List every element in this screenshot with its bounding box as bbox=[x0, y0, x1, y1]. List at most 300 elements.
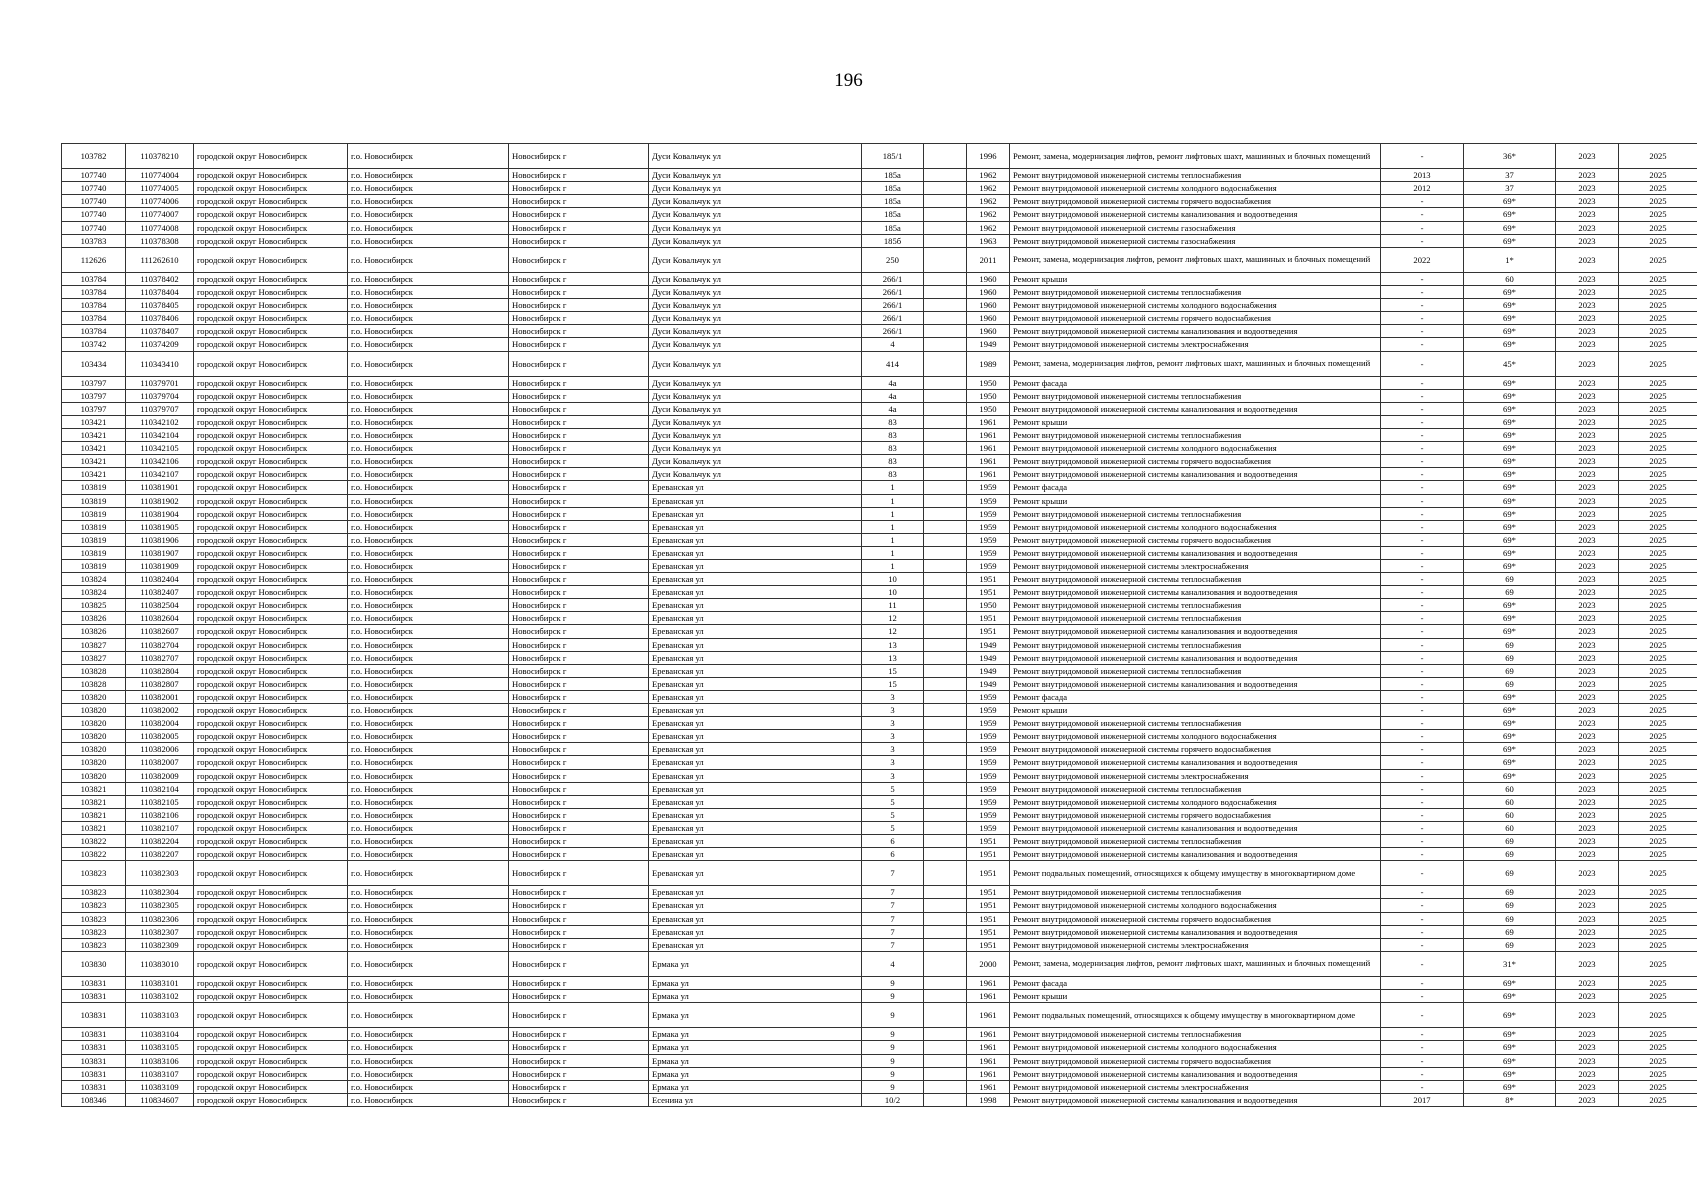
cell-plan-start-year: 2023 bbox=[1556, 743, 1619, 756]
cell-locality: Новосибирск г bbox=[509, 1067, 649, 1080]
cell-street: Ереванская ул bbox=[649, 848, 862, 861]
cell-plan-end-year: 2025 bbox=[1619, 182, 1697, 195]
cell-street: Ереванская ул bbox=[649, 808, 862, 821]
table-row bbox=[62, 899, 1697, 912]
cell-work-id: 110382207 bbox=[126, 848, 194, 861]
cell-street: Ереванская ул bbox=[649, 533, 862, 546]
cell-housing bbox=[924, 389, 967, 402]
cell-municipal-unit: г.о. Новосибирск bbox=[348, 782, 509, 795]
cell-house-id: 103831 bbox=[62, 990, 126, 1003]
cell-plan-start-year: 2023 bbox=[1556, 886, 1619, 899]
cell-house-id: 103421 bbox=[62, 468, 126, 481]
cell-plan-end-year: 2025 bbox=[1619, 402, 1697, 415]
cell-last-repair-year: - bbox=[1381, 848, 1464, 861]
cell-plan-end-year: 2025 bbox=[1619, 415, 1697, 428]
cell-wear-percent: 69 bbox=[1464, 651, 1556, 664]
cell-housing bbox=[924, 312, 967, 325]
cell-house-id: 103823 bbox=[62, 899, 126, 912]
cell-work-id: 110383102 bbox=[126, 990, 194, 1003]
table-row bbox=[62, 717, 1697, 730]
cell-plan-end-year: 2025 bbox=[1619, 286, 1697, 299]
cell-wear-percent: 69 bbox=[1464, 573, 1556, 586]
cell-locality: Новосибирск г bbox=[509, 247, 649, 272]
cell-wear-percent: 69* bbox=[1464, 429, 1556, 442]
cell-plan-start-year: 2023 bbox=[1556, 573, 1619, 586]
cell-work-type: Ремонт фасада bbox=[1010, 690, 1381, 703]
cell-work-id: 110379704 bbox=[126, 389, 194, 402]
cell-work-id: 110382604 bbox=[126, 612, 194, 625]
cell-locality: Новосибирск г bbox=[509, 1041, 649, 1054]
cell-housing bbox=[924, 560, 967, 573]
table-row bbox=[62, 208, 1697, 221]
cell-plan-start-year: 2023 bbox=[1556, 912, 1619, 925]
cell-wear-percent: 69* bbox=[1464, 468, 1556, 481]
cell-house-number: 3 bbox=[862, 730, 924, 743]
cell-house-number: 266/1 bbox=[862, 272, 924, 285]
cell-plan-start-year: 2023 bbox=[1556, 272, 1619, 285]
cell-house-number: 185/1 bbox=[862, 144, 924, 169]
cell-municipal-unit: г.о. Новосибирск bbox=[348, 299, 509, 312]
cell-house-number: 83 bbox=[862, 415, 924, 428]
cell-housing bbox=[924, 546, 967, 559]
cell-work-type: Ремонт, замена, модернизация лифтов, ремонт лифтовых шахт, машинных и блочных помещений bbox=[1010, 951, 1381, 976]
cell-work-type: Ремонт внутридомовой инженерной системы канализования и водоотведения bbox=[1010, 1093, 1381, 1106]
cell-locality: Новосибирск г bbox=[509, 717, 649, 730]
cell-plan-end-year: 2025 bbox=[1619, 651, 1697, 664]
cell-house-id: 103782 bbox=[62, 144, 126, 169]
cell-municipal-district: городской округ Новосибирск bbox=[194, 599, 348, 612]
cell-work-type: Ремонт внутридомовой инженерной системы канализования и водоотведения bbox=[1010, 468, 1381, 481]
table-row bbox=[62, 376, 1697, 389]
cell-house-number: 9 bbox=[862, 1028, 924, 1041]
page-number: 196 bbox=[834, 70, 863, 91]
cell-plan-end-year: 2025 bbox=[1619, 208, 1697, 221]
cell-house-id: 103820 bbox=[62, 769, 126, 782]
cell-housing bbox=[924, 1003, 967, 1028]
cell-house-id: 103823 bbox=[62, 938, 126, 951]
cell-municipal-unit: г.о. Новосибирск bbox=[348, 1093, 509, 1106]
cell-wear-percent: 69 bbox=[1464, 834, 1556, 847]
cell-build-year: 1951 bbox=[967, 625, 1010, 638]
cell-work-id: 110342107 bbox=[126, 468, 194, 481]
cell-build-year: 1949 bbox=[967, 338, 1010, 351]
cell-build-year: 1951 bbox=[967, 938, 1010, 951]
cell-work-id: 110378308 bbox=[126, 234, 194, 247]
cell-last-repair-year: - bbox=[1381, 756, 1464, 769]
cell-house-id: 103827 bbox=[62, 651, 126, 664]
cell-municipal-unit: г.о. Новосибирск bbox=[348, 899, 509, 912]
cell-build-year: 1961 bbox=[967, 415, 1010, 428]
cell-build-year: 2011 bbox=[967, 247, 1010, 272]
cell-housing bbox=[924, 481, 967, 494]
cell-house-id: 103831 bbox=[62, 1054, 126, 1067]
cell-housing bbox=[924, 1028, 967, 1041]
cell-house-number: 185а bbox=[862, 182, 924, 195]
cell-work-id: 111262610 bbox=[126, 247, 194, 272]
cell-street: Дуси Ковальчук ул bbox=[649, 286, 862, 299]
cell-work-type: Ремонт внутридомовой инженерной системы теплоснабжения bbox=[1010, 638, 1381, 651]
table-row bbox=[62, 442, 1697, 455]
cell-street: Дуси Ковальчук ул bbox=[649, 325, 862, 338]
cell-street: Ереванская ул bbox=[649, 625, 862, 638]
cell-municipal-unit: г.о. Новосибирск bbox=[348, 520, 509, 533]
cell-build-year: 1950 bbox=[967, 376, 1010, 389]
table-row bbox=[62, 586, 1697, 599]
cell-municipal-unit: г.о. Новосибирск bbox=[348, 1080, 509, 1093]
cell-street: Дуси Ковальчук ул bbox=[649, 455, 862, 468]
table-row bbox=[62, 599, 1697, 612]
cell-plan-end-year: 2025 bbox=[1619, 1041, 1697, 1054]
table-row bbox=[62, 795, 1697, 808]
cell-locality: Новосибирск г bbox=[509, 938, 649, 951]
cell-wear-percent: 69* bbox=[1464, 195, 1556, 208]
cell-street: Ереванская ул bbox=[649, 520, 862, 533]
table-row bbox=[62, 743, 1697, 756]
cell-work-type: Ремонт внутридомовой инженерной системы горячего водоснабжения bbox=[1010, 455, 1381, 468]
table-row bbox=[62, 533, 1697, 546]
cell-work-id: 110382009 bbox=[126, 769, 194, 782]
table-row bbox=[62, 677, 1697, 690]
table-row bbox=[62, 351, 1697, 376]
cell-work-id: 110382304 bbox=[126, 886, 194, 899]
cell-plan-end-year: 2025 bbox=[1619, 821, 1697, 834]
cell-locality: Новосибирск г bbox=[509, 402, 649, 415]
cell-housing bbox=[924, 1093, 967, 1106]
cell-wear-percent: 69 bbox=[1464, 886, 1556, 899]
cell-house-number: 13 bbox=[862, 651, 924, 664]
cell-housing bbox=[924, 234, 967, 247]
cell-work-id: 110381905 bbox=[126, 520, 194, 533]
cell-last-repair-year: - bbox=[1381, 808, 1464, 821]
cell-build-year: 1951 bbox=[967, 912, 1010, 925]
cell-plan-end-year: 2025 bbox=[1619, 338, 1697, 351]
cell-municipal-district: городской округ Новосибирск bbox=[194, 756, 348, 769]
cell-municipal-district: городской округ Новосибирск bbox=[194, 730, 348, 743]
cell-house-number: 83 bbox=[862, 429, 924, 442]
cell-last-repair-year: - bbox=[1381, 651, 1464, 664]
cell-street: Ереванская ул bbox=[649, 743, 862, 756]
cell-work-type: Ремонт внутридомовой инженерной системы электроснабжения bbox=[1010, 938, 1381, 951]
cell-house-number: 13 bbox=[862, 638, 924, 651]
cell-municipal-unit: г.о. Новосибирск bbox=[348, 664, 509, 677]
cell-locality: Новосибирск г bbox=[509, 312, 649, 325]
cell-locality: Новосибирск г bbox=[509, 612, 649, 625]
cell-work-type: Ремонт внутридомовой инженерной системы горячего водоснабжения bbox=[1010, 312, 1381, 325]
cell-plan-start-year: 2023 bbox=[1556, 546, 1619, 559]
cell-plan-start-year: 2023 bbox=[1556, 690, 1619, 703]
cell-wear-percent: 69 bbox=[1464, 861, 1556, 886]
cell-plan-start-year: 2023 bbox=[1556, 234, 1619, 247]
cell-locality: Новосибирск г bbox=[509, 429, 649, 442]
cell-municipal-unit: г.о. Новосибирск bbox=[348, 821, 509, 834]
table-row bbox=[62, 546, 1697, 559]
cell-work-id: 110382002 bbox=[126, 704, 194, 717]
cell-house-number: 4а bbox=[862, 389, 924, 402]
cell-last-repair-year: 2022 bbox=[1381, 247, 1464, 272]
cell-work-type: Ремонт внутридомовой инженерной системы холодного водоснабжения bbox=[1010, 730, 1381, 743]
cell-plan-end-year: 2025 bbox=[1619, 848, 1697, 861]
cell-plan-end-year: 2025 bbox=[1619, 560, 1697, 573]
cell-plan-start-year: 2023 bbox=[1556, 612, 1619, 625]
cell-work-type: Ремонт внутридомовой инженерной системы газоснабжения bbox=[1010, 234, 1381, 247]
cell-wear-percent: 69* bbox=[1464, 1067, 1556, 1080]
table-row bbox=[62, 977, 1697, 990]
cell-build-year: 1951 bbox=[967, 886, 1010, 899]
cell-plan-start-year: 2023 bbox=[1556, 415, 1619, 428]
cell-wear-percent: 69* bbox=[1464, 299, 1556, 312]
cell-house-id: 103828 bbox=[62, 677, 126, 690]
cell-street: Ермака ул bbox=[649, 1080, 862, 1093]
cell-plan-start-year: 2023 bbox=[1556, 221, 1619, 234]
cell-work-type: Ремонт, замена, модернизация лифтов, ремонт лифтовых шахт, машинных и блочных помещений bbox=[1010, 247, 1381, 272]
cell-municipal-unit: г.о. Новосибирск bbox=[348, 573, 509, 586]
cell-municipal-unit: г.о. Новосибирск bbox=[348, 468, 509, 481]
cell-house-number: 7 bbox=[862, 899, 924, 912]
cell-wear-percent: 60 bbox=[1464, 821, 1556, 834]
cell-wear-percent: 36* bbox=[1464, 144, 1556, 169]
cell-locality: Новосибирск г bbox=[509, 664, 649, 677]
cell-municipal-district: городской округ Новосибирск bbox=[194, 1093, 348, 1106]
cell-wear-percent: 69* bbox=[1464, 612, 1556, 625]
cell-municipal-district: городской округ Новосибирск bbox=[194, 247, 348, 272]
cell-municipal-district: городской округ Новосибирск bbox=[194, 573, 348, 586]
cell-municipal-district: городской округ Новосибирск bbox=[194, 507, 348, 520]
cell-work-id: 110379707 bbox=[126, 402, 194, 415]
cell-build-year: 1951 bbox=[967, 573, 1010, 586]
cell-plan-start-year: 2023 bbox=[1556, 1080, 1619, 1093]
cell-locality: Новосибирск г bbox=[509, 743, 649, 756]
cell-wear-percent: 69* bbox=[1464, 376, 1556, 389]
cell-municipal-district: городской округ Новосибирск bbox=[194, 912, 348, 925]
cell-build-year: 1961 bbox=[967, 1067, 1010, 1080]
cell-house-number: 185б bbox=[862, 234, 924, 247]
cell-wear-percent: 69* bbox=[1464, 520, 1556, 533]
cell-work-id: 110381906 bbox=[126, 533, 194, 546]
cell-work-id: 110383010 bbox=[126, 951, 194, 976]
cell-house-number: 3 bbox=[862, 769, 924, 782]
cell-work-id: 110383109 bbox=[126, 1080, 194, 1093]
cell-last-repair-year: 2017 bbox=[1381, 1093, 1464, 1106]
cell-wear-percent: 69 bbox=[1464, 925, 1556, 938]
table-row bbox=[62, 144, 1697, 169]
cell-municipal-district: городской округ Новосибирск bbox=[194, 351, 348, 376]
cell-wear-percent: 69* bbox=[1464, 730, 1556, 743]
cell-municipal-district: городской округ Новосибирск bbox=[194, 312, 348, 325]
cell-house-number: 83 bbox=[862, 468, 924, 481]
cell-house-id: 103823 bbox=[62, 886, 126, 899]
cell-house-id: 103831 bbox=[62, 1080, 126, 1093]
cell-house-id: 103821 bbox=[62, 782, 126, 795]
cell-municipal-unit: г.о. Новосибирск bbox=[348, 286, 509, 299]
cell-locality: Новосибирск г bbox=[509, 351, 649, 376]
cell-plan-start-year: 2023 bbox=[1556, 1003, 1619, 1028]
cell-municipal-district: городской округ Новосибирск bbox=[194, 169, 348, 182]
cell-plan-end-year: 2025 bbox=[1619, 573, 1697, 586]
cell-build-year: 1959 bbox=[967, 821, 1010, 834]
cell-house-number: 9 bbox=[862, 1041, 924, 1054]
cell-work-type: Ремонт внутридомовой инженерной системы теплоснабжения bbox=[1010, 286, 1381, 299]
cell-municipal-district: городской округ Новосибирск bbox=[194, 743, 348, 756]
cell-municipal-district: городской округ Новосибирск bbox=[194, 848, 348, 861]
cell-housing bbox=[924, 351, 967, 376]
cell-build-year: 1962 bbox=[967, 221, 1010, 234]
cell-house-id: 103797 bbox=[62, 402, 126, 415]
cell-plan-end-year: 2025 bbox=[1619, 769, 1697, 782]
cell-build-year: 1950 bbox=[967, 402, 1010, 415]
cell-locality: Новосибирск г bbox=[509, 442, 649, 455]
cell-house-id: 103819 bbox=[62, 507, 126, 520]
cell-locality: Новосибирск г bbox=[509, 520, 649, 533]
cell-house-id: 103828 bbox=[62, 664, 126, 677]
cell-municipal-district: городской округ Новосибирск bbox=[194, 899, 348, 912]
table-row bbox=[62, 848, 1697, 861]
table-row bbox=[62, 520, 1697, 533]
cell-plan-start-year: 2023 bbox=[1556, 312, 1619, 325]
table-row bbox=[62, 951, 1697, 976]
cell-house-number: 7 bbox=[862, 938, 924, 951]
cell-wear-percent: 8* bbox=[1464, 1093, 1556, 1106]
cell-house-id: 103821 bbox=[62, 821, 126, 834]
cell-house-number: 9 bbox=[862, 977, 924, 990]
cell-last-repair-year: - bbox=[1381, 821, 1464, 834]
cell-municipal-unit: г.о. Новосибирск bbox=[348, 625, 509, 638]
cell-last-repair-year: - bbox=[1381, 546, 1464, 559]
cell-locality: Новосибирск г bbox=[509, 899, 649, 912]
cell-work-type: Ремонт внутридомовой инженерной системы канализования и водоотведения bbox=[1010, 925, 1381, 938]
cell-build-year: 1961 bbox=[967, 455, 1010, 468]
cell-work-type: Ремонт подвальных помещений, относящихся к общему имуществу в многоквартирном доме bbox=[1010, 1003, 1381, 1028]
cell-wear-percent: 69* bbox=[1464, 1080, 1556, 1093]
cell-build-year: 1962 bbox=[967, 182, 1010, 195]
cell-plan-end-year: 2025 bbox=[1619, 599, 1697, 612]
cell-work-type: Ремонт внутридомовой инженерной системы теплоснабжения bbox=[1010, 782, 1381, 795]
cell-house-number: 7 bbox=[862, 912, 924, 925]
cell-municipal-district: городской округ Новосибирск bbox=[194, 1028, 348, 1041]
cell-house-id: 107740 bbox=[62, 169, 126, 182]
cell-plan-end-year: 2025 bbox=[1619, 481, 1697, 494]
cell-last-repair-year: - bbox=[1381, 533, 1464, 546]
cell-housing bbox=[924, 442, 967, 455]
cell-work-type: Ремонт внутридомовой инженерной системы горячего водоснабжения bbox=[1010, 743, 1381, 756]
cell-locality: Новосибирск г bbox=[509, 677, 649, 690]
cell-house-number: 9 bbox=[862, 1080, 924, 1093]
cell-house-id: 103434 bbox=[62, 351, 126, 376]
cell-last-repair-year: - bbox=[1381, 272, 1464, 285]
cell-street: Ермака ул bbox=[649, 1028, 862, 1041]
table-row bbox=[62, 312, 1697, 325]
cell-street: Ереванская ул bbox=[649, 612, 862, 625]
cell-work-id: 110378210 bbox=[126, 144, 194, 169]
cell-work-type: Ремонт фасада bbox=[1010, 481, 1381, 494]
cell-work-type: Ремонт внутридомовой инженерной системы канализования и водоотведения bbox=[1010, 325, 1381, 338]
cell-municipal-unit: г.о. Новосибирск bbox=[348, 651, 509, 664]
cell-house-id: 107740 bbox=[62, 208, 126, 221]
cell-work-id: 110378405 bbox=[126, 299, 194, 312]
cell-house-id: 103421 bbox=[62, 455, 126, 468]
cell-plan-end-year: 2025 bbox=[1619, 717, 1697, 730]
cell-plan-start-year: 2023 bbox=[1556, 520, 1619, 533]
cell-plan-start-year: 2023 bbox=[1556, 468, 1619, 481]
cell-last-repair-year: - bbox=[1381, 144, 1464, 169]
cell-work-type: Ремонт внутридомовой инженерной системы теплоснабжения bbox=[1010, 1028, 1381, 1041]
cell-last-repair-year: - bbox=[1381, 1041, 1464, 1054]
cell-work-id: 110381904 bbox=[126, 507, 194, 520]
cell-house-number: 1 bbox=[862, 546, 924, 559]
cell-house-id: 103831 bbox=[62, 1028, 126, 1041]
cell-street: Ермака ул bbox=[649, 990, 862, 1003]
cell-last-repair-year: - bbox=[1381, 1067, 1464, 1080]
cell-build-year: 1961 bbox=[967, 442, 1010, 455]
table-row bbox=[62, 730, 1697, 743]
cell-build-year: 1959 bbox=[967, 520, 1010, 533]
cell-plan-end-year: 2025 bbox=[1619, 938, 1697, 951]
cell-last-repair-year: - bbox=[1381, 704, 1464, 717]
cell-build-year: 1960 bbox=[967, 312, 1010, 325]
cell-last-repair-year: - bbox=[1381, 494, 1464, 507]
cell-plan-end-year: 2025 bbox=[1619, 625, 1697, 638]
cell-wear-percent: 69* bbox=[1464, 977, 1556, 990]
cell-plan-start-year: 2023 bbox=[1556, 782, 1619, 795]
cell-plan-end-year: 2025 bbox=[1619, 886, 1697, 899]
cell-municipal-unit: г.о. Новосибирск bbox=[348, 325, 509, 338]
cell-house-number: 1 bbox=[862, 481, 924, 494]
cell-plan-end-year: 2025 bbox=[1619, 533, 1697, 546]
cell-house-number: 7 bbox=[862, 861, 924, 886]
table-row bbox=[62, 286, 1697, 299]
cell-plan-end-year: 2025 bbox=[1619, 899, 1697, 912]
cell-wear-percent: 1* bbox=[1464, 247, 1556, 272]
cell-street: Дуси Ковальчук ул bbox=[649, 234, 862, 247]
cell-municipal-unit: г.о. Новосибирск bbox=[348, 951, 509, 976]
cell-housing bbox=[924, 195, 967, 208]
cell-work-type: Ремонт внутридомовой инженерной системы канализования и водоотведения bbox=[1010, 848, 1381, 861]
table-row bbox=[62, 808, 1697, 821]
table-row bbox=[62, 664, 1697, 677]
table-row bbox=[62, 756, 1697, 769]
cell-plan-end-year: 2025 bbox=[1619, 756, 1697, 769]
cell-work-type: Ремонт внутридомовой инженерной системы теплоснабжения bbox=[1010, 507, 1381, 520]
cell-work-type: Ремонт внутридомовой инженерной системы горячего водоснабжения bbox=[1010, 1054, 1381, 1067]
cell-build-year: 1959 bbox=[967, 704, 1010, 717]
cell-work-type: Ремонт крыши bbox=[1010, 272, 1381, 285]
table-row bbox=[62, 1003, 1697, 1028]
cell-plan-end-year: 2025 bbox=[1619, 169, 1697, 182]
cell-work-type: Ремонт внутридомовой инженерной системы холодного водоснабжения bbox=[1010, 442, 1381, 455]
cell-locality: Новосибирск г bbox=[509, 861, 649, 886]
cell-wear-percent: 69 bbox=[1464, 938, 1556, 951]
cell-build-year: 1959 bbox=[967, 533, 1010, 546]
cell-municipal-unit: г.о. Новосибирск bbox=[348, 1003, 509, 1028]
cell-house-id: 103826 bbox=[62, 612, 126, 625]
cell-wear-percent: 60 bbox=[1464, 795, 1556, 808]
cell-work-id: 110382807 bbox=[126, 677, 194, 690]
cell-last-repair-year: - bbox=[1381, 1028, 1464, 1041]
cell-wear-percent: 69* bbox=[1464, 286, 1556, 299]
cell-build-year: 1961 bbox=[967, 1028, 1010, 1041]
cell-street: Ереванская ул bbox=[649, 560, 862, 573]
cell-street: Дуси Ковальчук ул bbox=[649, 351, 862, 376]
cell-housing bbox=[924, 638, 967, 651]
cell-build-year: 1949 bbox=[967, 638, 1010, 651]
cell-house-id: 103784 bbox=[62, 312, 126, 325]
cell-house-id: 103820 bbox=[62, 730, 126, 743]
cell-street: Ереванская ул bbox=[649, 717, 862, 730]
cell-work-id: 110342104 bbox=[126, 429, 194, 442]
cell-housing bbox=[924, 951, 967, 976]
cell-locality: Новосибирск г bbox=[509, 208, 649, 221]
cell-locality: Новосибирск г bbox=[509, 1028, 649, 1041]
cell-wear-percent: 69 bbox=[1464, 912, 1556, 925]
